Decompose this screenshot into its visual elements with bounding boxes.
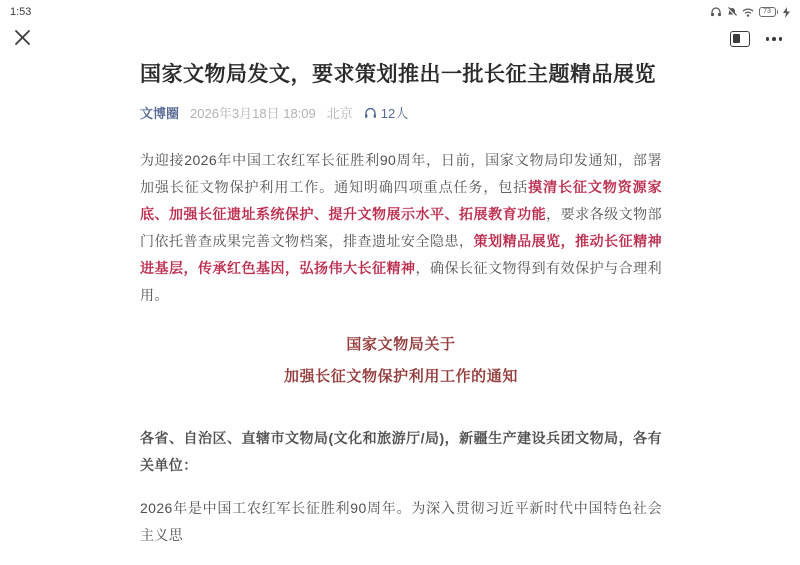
article-title: 国家文物局发文，要求策划推出一批长征主题精品展览 xyxy=(140,63,656,86)
wifi-icon xyxy=(742,8,754,17)
battery-icon xyxy=(759,7,779,17)
more-dots-icon xyxy=(766,37,783,41)
earphone-icon xyxy=(710,7,722,17)
text-run-red: 策划精品展览，推动长征精神进基层，传承红色基因，弘扬伟大长征精神 xyxy=(140,233,662,276)
status-bar xyxy=(0,0,800,20)
notice-title-line1: 国家文物局关于 xyxy=(346,336,456,353)
text-run-normal: ，要求各级文物部门依托普查成果完善文物档案，排查遗址安全隐患， xyxy=(140,206,662,249)
paragraph-recipients: 各省、自治区、直辖市文物局(文化和旅游厅/局)，新疆生产建设兵团文物局，各有关单位： xyxy=(140,430,662,473)
listener-count: 12人 xyxy=(380,106,409,121)
paragraph-body-start: 2026年是中国工农红军长征胜利90周年。为深入贯彻习近平新时代中国特色社会主义思 xyxy=(140,500,662,543)
charging-icon xyxy=(783,7,790,18)
float-window-icon xyxy=(730,31,750,47)
listen-button[interactable] xyxy=(364,103,408,122)
publish-date: 2026年3月18日 18:09 xyxy=(190,106,316,121)
text-run-normal: ，确保长征文物得到有效保护与合理利用。 xyxy=(140,260,662,303)
clock: 1:53 xyxy=(10,6,32,18)
battery-percent: 73 xyxy=(759,7,776,17)
article-byline xyxy=(140,103,662,122)
publish-location: 北京 xyxy=(326,106,353,121)
paragraph-summary xyxy=(140,147,662,309)
text-run-red: 摸清长征文物资源家底、加强长征遗址系统保护、提升文物展示水平、拓展教育功能 xyxy=(140,179,662,222)
more-options-button[interactable] xyxy=(766,37,783,41)
article-toolbar xyxy=(0,26,800,52)
headset-icon xyxy=(364,107,377,119)
close-button[interactable] xyxy=(14,29,31,49)
float-window-button[interactable] xyxy=(730,31,750,47)
close-icon xyxy=(14,29,31,49)
status-icons xyxy=(710,7,791,18)
article-content xyxy=(140,60,662,565)
mute-icon xyxy=(727,7,737,17)
account-name-link[interactable]: 文博圈 xyxy=(140,106,180,121)
text-run-normal: 为迎接2026年中国工农红军长征胜利90周年，日前，国家文物局印发通知，部署加强长征文物保护利用工作。通知明确四项重点任务，包括 xyxy=(140,152,662,195)
notice-title-line2: 加强长征文物保护利用工作的通知 xyxy=(283,368,518,385)
notice-title xyxy=(140,329,662,393)
